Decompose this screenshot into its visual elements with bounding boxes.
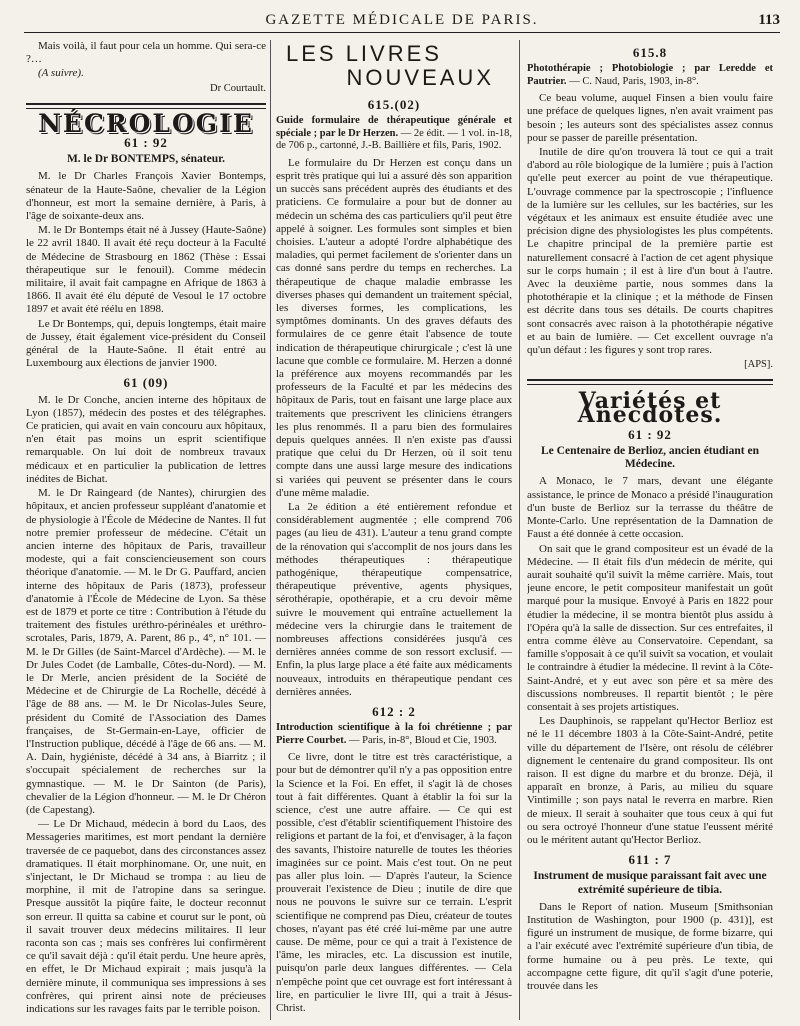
divider bbox=[26, 103, 266, 109]
paragraph: M. le Dr Raingeard (de Nantes), chirurgien des hôpitaux, et ancien professeur suppléant d'anatomie et de physiologie à l'École de Médecine de Nantes. Il fut notre premier professeur de médecine. C'était un ancien interne des hôpitaux de Paris, travailleur modeste, qui a fait consciencieusement son cours théorique d'anatomie. — M. le Dr G. Pauffard, ancien interne des hôpitaux de Paris (1873), professeur d'anatomie à l'École de Médecine de Lyon. Sa thèse est de 1879 et porte ce titre : Contribution à l'étude du traitement des fistules uréthro-périnéales et uréthro-scrotales, Paris, 1879, A. Parent, 86 p., 4°, n° 101. — M. le Dr Gilles (de Saint-Marcel d'Ardèche). — M. le Dr Jules Codet (de Lamballe, Côtes-du-Nord). — M. le Dr Merle, ancien président de la Société de Médecine et de Chirurgie de La Rochelle, décédé à l'âge de 88 ans. — M. le Dr Nicolas-Jules Seure, président du Comité de l'Association des Dames françaises, de St-Germain-en-Laye, officier de l'Instruction publique, décédé à l'âge de 66 ans. — M. A. Dain, hygiéniste, décédé à 34 ans, à Biarritz ; il s'occupait spécialement de recherches sur la gymnastique. — M. le Dr Sainton (de Paris), chevalier de la Légion d'honneur. — M. le Dr Chéron (de Capestang). bbox=[26, 487, 266, 816]
section-title-varietes: Variétés et Anecdotes. bbox=[577, 388, 723, 428]
book-reference bbox=[276, 722, 512, 747]
column-rule bbox=[270, 40, 271, 1020]
article-heading: M. le Dr BONTEMPS, sénateur. bbox=[66, 153, 226, 166]
book-title: Guide formulaire de thérapeutique générale et spéciale ; par le Dr Herzen. bbox=[276, 115, 512, 139]
classification-number: 615.(02) bbox=[367, 97, 421, 112]
classification-number: 61 : 92 bbox=[124, 135, 168, 151]
article-heading: Le Centenaire de Berlioz, ancien étudiant en Médecine. bbox=[541, 445, 759, 471]
paragraph: M. le Dr Bontemps était né à Jussey (Haute-Saône) le 22 avril 1840. Il avait été reçu docteur à la Faculté de Médecine de Strasbourg en 1862 (Thèse : Essai thérapeutique sur le fenouil). Comme médecin militaire, il avait fait campagne en Afrique de 1863 à 1866. Il avait été élu député de Vesoul le 17 octobre 1897 et avait été réélu en 1898. bbox=[26, 224, 266, 316]
column-middle bbox=[276, 40, 512, 1024]
book-reference bbox=[276, 115, 512, 153]
paragraph: Dans le Report of nation. Museum [Smithsonian Institution de Washington, pour 1900 (p. 431)], est figuré un instrument de musique, de forme bizarre, qui a l'air exécuté avec l'extrémité supérieure d'un tibia, de forme humaine ou à peu près. Le texte, qui accompagne cette figure, dit qu'il s'agit d'une poterie, trouvée dans les bbox=[527, 900, 773, 992]
book-title: Introduction scientifique à la foi chrétienne ; par Pierre Courbet. bbox=[276, 722, 512, 746]
to-be-continued: (A suivre). bbox=[38, 67, 84, 80]
paragraph: M. le Dr Charles François Xavier Bontemps, sénateur de la Haute-Saône, chevalier de la Légion d'honneur, est mort la semaine dernière, à Paris, à l'âge de soixante-deux ans. bbox=[26, 170, 266, 223]
book-reference bbox=[527, 63, 773, 88]
paragraph: Le formulaire du Dr Herzen est conçu dans un esprit très pratique qui lui a assuré dès son apparition un succès sans précédent auprès des étudiants et des praticiens. Ce formulaire a pour but de donner au médecin un schéma des cas particuliers qu'il peut être appelé à soigner. Les formules sont simples et bien choisies. L'auteur a adopté l'ordre alphabétique des maladies, qui permet facilement de s'orienter dans un cas donné sans perdre du temps en recherches. La thérapeutique de chaque maladie embrasse les diverses phases qui demandent un traitement spécial, les diverses formes, les complications, les symptômes dominants. Un des graves défauts des formulaires de ce genre était l'absence de toute indication de thérapeutique chirurgicale ; c'est là une lacune que comble ce formulaire. M. Herzen a donné la préférence aux moyens recommandés par les professeurs de la Faculté et par les médecins des hôpitaux de Paris, tout en faisant une large place aux traitements que prescrivent les cliniciens étrangers les plus renommés. Il a paru bien des formulaires depuis quelques années. Il n'en existe pas d'aussi pratique que celui du Dr Herzen, où il soit tenu compte dans une aussi large mesure des indications si variées qui peuvent se présenter dans le cours d'une même maladie. bbox=[276, 156, 512, 499]
paragraph: Le Dr Bontemps, qui, depuis longtemps, était maire de Jussey, était également vice-président du Conseil général de la Haute-Saône. Il était entré au Luxembourg aux élections de janvier 1900. bbox=[26, 317, 266, 370]
paragraph: Inutile de dire qu'on trouvera là tout ce qui a trait d'abord au rôle biologique de la lumière ; puis à l'action qu'elle peut exercer au point de vue thérapeutique. L'ouvrage commence par la spectroscopie ; l'influence de la lumière sur les cellules, sur les bactéries, sur les végétaux et les animaux est ensuite étudiée avec une précision digne des physiologistes les plus compétents. Le chapitre principal de la première partie est naturellement consacré à l'action de cet agent physique sur le corps humain ; il est à lire d'un bout à l'autre. Avec la deuxième partie, nous sommes dans la photothérapie et la clinique ; et la méthode de Finsen est décrite dans tous ses détails. De courts chapitres sont consacrés avec raison à la photothérapie négative et au bain de lumière. — Cet excellent ouvrage n'a qu'un défaut : les figures y sont trop rares. bbox=[527, 146, 773, 357]
section-title-line: NOUVEAUX bbox=[346, 65, 494, 90]
divider bbox=[527, 379, 773, 385]
author-signature: [APS]. bbox=[744, 359, 773, 371]
book-details: — 2e édit. — 1 vol. in-18, de 706 p., cartonné, J.-B. Baillière et fils, Paris, 1902. bbox=[276, 127, 512, 152]
paragraph: A Monaco, le 7 mars, devant une élégante assistance, le prince de Monaco a présidé l'inauguration d'un buste de Berlioz sur la terrasse du théâtre de Monte-Carlo. Une représentation de la Damnation de Faust a été donnée à cette occasion. bbox=[527, 475, 773, 541]
classification-number: 612 : 2 bbox=[372, 704, 416, 720]
classification-number: 615.8 bbox=[632, 45, 668, 60]
section-title-line: LES LIVRES bbox=[286, 41, 442, 66]
column-left bbox=[26, 40, 266, 1024]
paragraph: Ce beau volume, auquel Finsen a bien voulu faire une préface de quelques lignes, n'en avait vraiment pas besoin ; les auteurs sont des spécialistes assez connus pour se passer de pareille présentation. bbox=[527, 92, 773, 144]
paragraph: Les Dauphinois, se rappelant qu'Hector Berlioz est né le 11 décembre 1803 à la Côte-Saint-André, petite ville du département de l'Isère, ont résolu de célébrer dignement le centenaire du grand compositeur. Ils ont raison. Il est digne du marbre et du bronze. Déjà, il apparaît en bronze, à Paris, au milieu du square Vintimille ; son pays natal le reverra en marbre. Rien de mieux. Il serait à souhaiter que tous ceux à qui fut ou sera octroyé l'honneur d'une statue l'eussent mérité ou le méritent autant qu'Hector Berlioz. bbox=[527, 715, 773, 846]
page-header bbox=[24, 10, 780, 33]
book-details: — Paris, in-8°, Bloud et Cie, 1903. bbox=[349, 734, 497, 746]
paragraph: — Le Dr Michaud, médecin à bord du Laos, des Messageries maritimes, est mort pendant la dernière traversée de ce paquebot, dans des circonstances assez dramatiques. Il était morphinomane. Or, une nuit, en s'injectant, le Dr Michaud se trompa : au lieu de morphine, il mit de l'atropine dans sa seringue. Presque aussitôt la piqûre faite, le docteur reconnut son erreur. Il quitta sa cabine et courut sur le pont, où il savait trouver deux médecins militaires. Il leur raconta son cas ; mais ses confrères lui confirmèrent ce qu'il savait déjà : qu'il était perdu. Une heure après, en effet, le Dr Michaud expirait ; mais jusqu'à la dernière minute, il communiqua ses impressions à ses confrères, qui prirent ainsi note de précieuses indications sur les ravages faits par le terrible poison. bbox=[26, 818, 266, 1016]
paragraph: M. le Dr Conche, ancien interne des hôpitaux de Lyon (1857), médecin des postes et des télégraphes. Ce praticien, qui avait en vain concouru aux hôpitaux, n'en était pas moins un esprit scientifique remarquable. On lui doit de nombreux travaux médicaux et en particulier la publication de lettres inédites de Bichat. bbox=[26, 393, 266, 485]
book-details: — C. Naud, Paris, 1903, in-8°. bbox=[569, 75, 699, 87]
author-signature: Dr Courtault. bbox=[210, 82, 266, 94]
continued-paragraph: Mais voilà, il faut pour cela un homme. Qui sera-ce ?… bbox=[26, 40, 266, 66]
paragraph: La 2e édition a été entièrement refondue et considérablement augmentée ; elle comprend 706 pages (au lieu de 431). L'auteur a tenu grand compte de la rénovation qui s'accomplit de nos jours dans les méthodes thérapeutiques : thérapeutique pathogénique, thérapeutique compensatrice, thérapeutique préventive, agents physiques, sérothérapie, opothérapie, et a cru devoir même suivre le mouvement qui entraîne actuellement la médecine vers la chirurgie dans le traitement de nombreuses affections considérées jusqu'à ces dernières années comme de son ressort exclusif. — Enfin, la plus large place a été faite aux médicaments nouveaux, introduits en thérapeutique pendant ces dernières années. bbox=[276, 500, 512, 698]
paragraph: Ce livre, dont le titre est très caractéristique, a pour but de démontrer qu'il n'y a pas opposition entre la Science et la Foi. En effet, il s'agit là de choses tout à fait différentes. Quant à établir la foi sur la science, c'est une autre affaire. — Ce qui est possible, c'est d'établir scientifiquement l'histoire des religions et partant de la foi, et d'envisager, à la façon des savants, l'histoire naturelle de toutes les théories imaginées sur ce point. Mais c'est tout. On ne peut pas aller plus loin. — D'après l'auteur, la Science prouverait l'existence de Dieu ; inutile de dire que nous ne pouvons le suivre sur ce terrain. L'esprit scientifique ne comprend pas Dieu, créateur de toutes choses, n'ayant pas été créé lui-même par une autre cause. De même, pour ce qui a trait à l'existence de l'âme, les miracles, etc. La discussion est inutile, puisqu'on parle deux langues différentes. — Cela n'empêche point que cet ouvrage est fort intéressant à lire, en particulier le livre III, qui a trait à Jésus-Christ. bbox=[276, 751, 512, 1015]
page-number: 113 bbox=[758, 12, 780, 28]
book-title: Photothérapie ; Photobiologie ; par Leredde et Pautrier. bbox=[527, 63, 773, 87]
classification-number: 611 : 7 bbox=[628, 852, 672, 868]
journal-title: GAZETTE MÉDICALE DE PARIS. bbox=[265, 12, 539, 28]
section-title-livres-nouveaux bbox=[276, 42, 512, 90]
section-title-necrologie: NÉCROLOGIE bbox=[38, 108, 254, 138]
article-heading: Instrument de musique paraissant fait avec une extrémité supérieure de tibia. bbox=[533, 870, 767, 896]
classification-number: 61 : 92 bbox=[628, 426, 672, 442]
column-right bbox=[527, 40, 773, 1024]
classification-number: 61 (09) bbox=[123, 375, 169, 391]
column-rule bbox=[519, 40, 520, 1020]
paragraph: On sait que le grand compositeur est un évadé de la Médecine. — Il était fils d'un médecin de mérite, qui aurait souhaité qu'il suivît la même carrière. Mais, tout jeune encore, le petit compositeur manifestait un goût marqué pour la musique. Envoyé à Paris en 1822 pour étudier la médecine, il se montra bientôt plus assidu à l'Opéra qu'à la salle de dissection. Sur ces entrefaites, il entra comme élève au Conservatoire. Cependant, sa famille s'opposait à ce qu'il suivît sa vocation, et voulait le contraindre à étudier la médecine. Il revint à la Côte-Saint-André, et y eut avec son père et sa mère des discussions nombreuses. Il repartit bientôt ; le père consentait à ses projets artistiques. bbox=[527, 542, 773, 713]
